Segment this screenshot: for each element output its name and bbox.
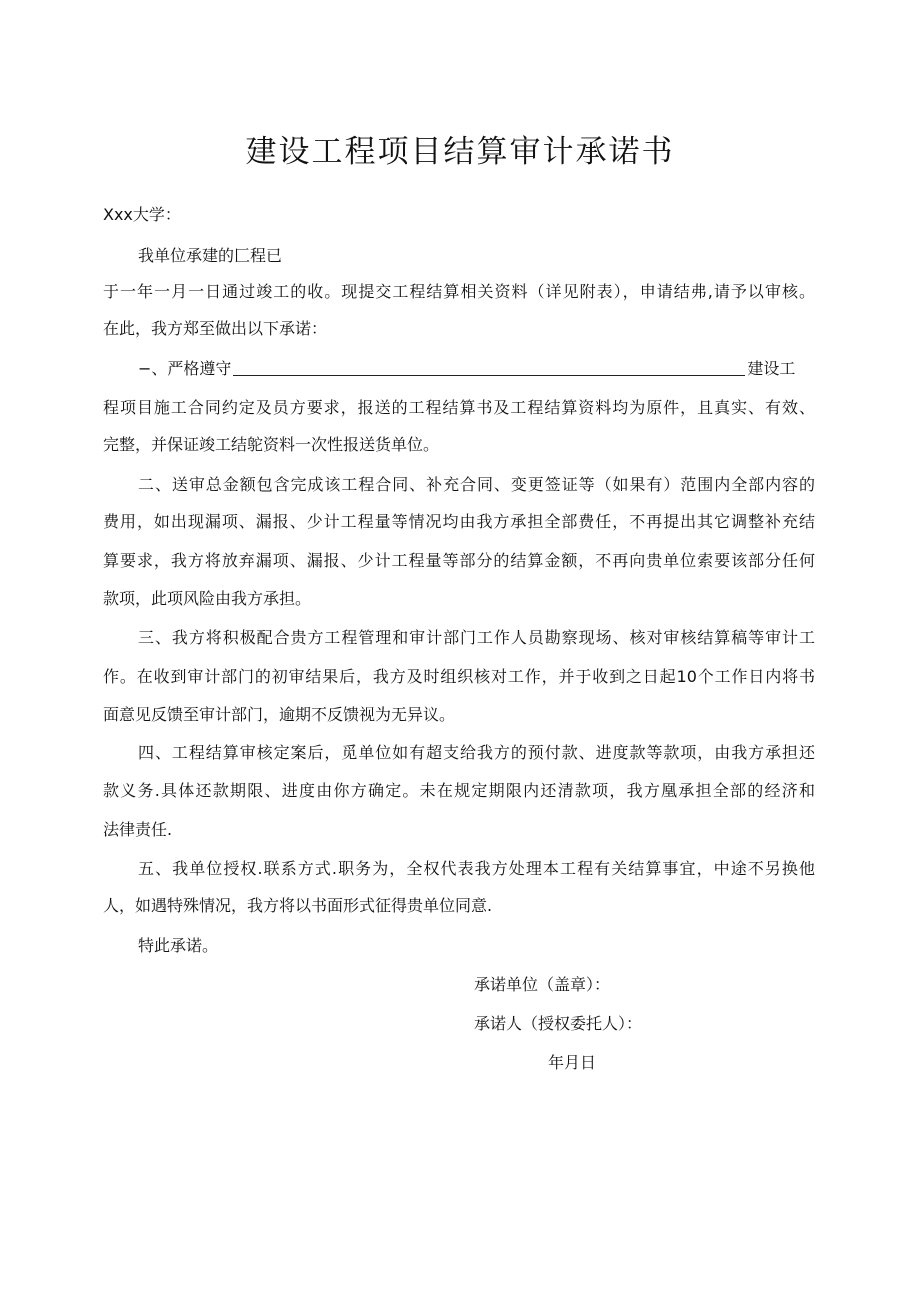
clause-4-line-2: 款义务.具体还款期限、进度由你方确定。未在规定期限内还清款项，我方凰承担全部的经济和 (103, 781, 815, 800)
clause-3-line-3: 面意见反馈至审计部门，逾期不反馈视为无异议。 (103, 705, 456, 724)
intro-line-1: 我单位承建的匚程已 (138, 246, 283, 265)
signature-unit: 承诺单位（盖章）： (474, 975, 611, 994)
clause-1-prefix: −、严格遵守 (138, 359, 232, 378)
intro-line-2: 于一年一月一日通过竣工的收。现提交工程结算相关资料（详见附表），申请结弗,请予以审核。 (103, 282, 815, 301)
clause-1-line-2: 程项目施工合同约定及员方要求，报送的工程结算书及工程结算资料均为原件，且真实、有效、 (103, 398, 815, 417)
clause-2-line-1: 二、送审总金额包含完成该工程合同、补充合同、变更签证等（如果有）范围内全部内容的 (138, 475, 815, 494)
clause-4-line-3: 法律责任. (103, 820, 173, 839)
clause-3-line-1: 三、我方将积极配合贵方工程管理和审计部门工作人员勘察现场、核对审核结算稿等审计工 (138, 628, 815, 647)
signature-date: 年月日 (548, 1053, 597, 1072)
clause-4-line-1: 四、工程结算审核定案后，觅单位如有超支给我方的预付款、进度款等款项，由我方承担还 (138, 743, 815, 762)
clause-5-line-2: 人，如遇特殊情况，我方将以书面形式征得贵单位同意. (103, 896, 493, 915)
intro-line-3: 在此，我方郑至做出以下承诺： (103, 319, 328, 338)
clause-1-line-1 (138, 358, 795, 380)
clause-2-line-3: 算要求，我方将放弃漏项、漏报、少计工程量等部分的结算金额，不再向贵单位索要该部分任何 (103, 551, 815, 570)
fill-in-blank (233, 359, 745, 376)
salutation: Xxx大学： (103, 205, 181, 224)
closing-statement: 特此承诺。 (138, 936, 219, 955)
clause-5-line-1: 五、我单位授权.联系方式.职务为，全权代表我方处理本工程有关结算事宜，中途不另换他 (138, 859, 815, 878)
clause-2-line-4: 款项，此项风险由我方承担。 (103, 589, 312, 608)
clause-3-line-2: 作。在收到审计部门的初审结果后，我方及时组织核对工作，并于收到之日起10个工作日内将书 (103, 667, 815, 686)
signature-person: 承诺人（授权委托人）： (474, 1014, 643, 1033)
clause-1-suffix: 建设工 (747, 359, 796, 378)
page-title: 建设工程项目结算审计承诺书 (245, 134, 675, 170)
clause-2-line-2: 费用，如出现漏项、漏报、少计工程量等情况均由我方承担全部费任，不再提出其它调整补充结 (103, 512, 815, 531)
clause-1-line-3: 完整，并保证竣工结鸵资料一次性报送货单位。 (103, 435, 440, 454)
